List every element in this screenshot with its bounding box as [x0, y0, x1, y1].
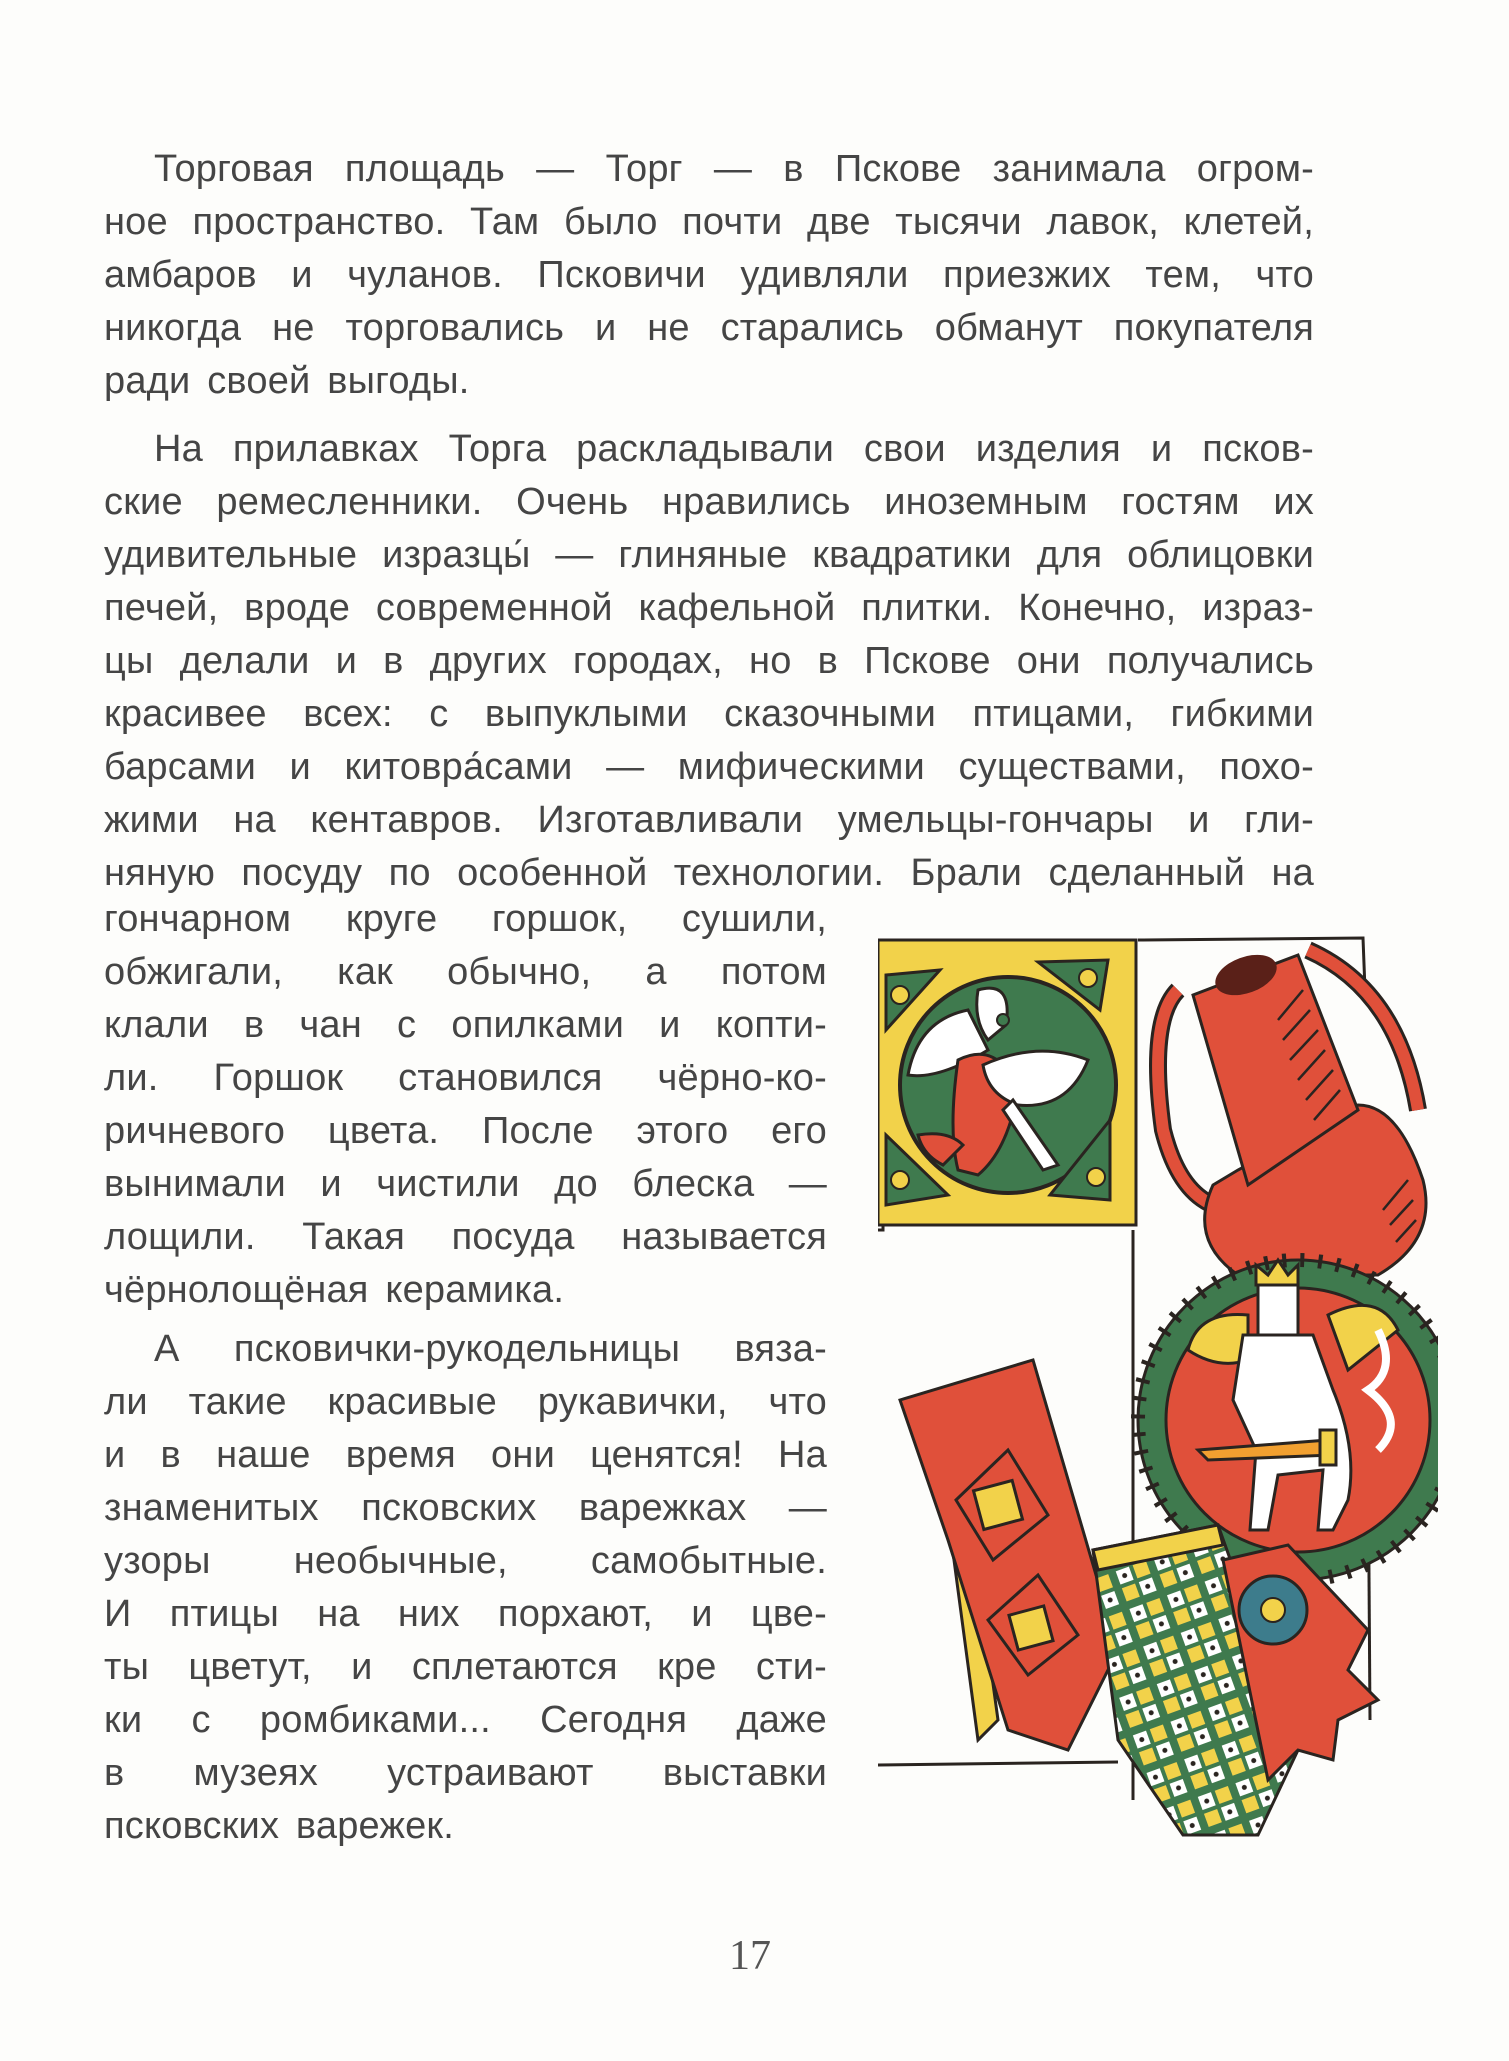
- tile-with-bird: [878, 940, 1136, 1225]
- text-line: гончарном круге горшок, сушили,: [104, 898, 827, 940]
- page-number: 17: [729, 1933, 771, 1979]
- red-jug: [1158, 947, 1426, 1275]
- text-line: клали в чан с опилками и копти-: [104, 1004, 827, 1046]
- text-line: цы делали и в других городах, но в Пскове они получались: [104, 640, 1314, 682]
- text-line: ки с ромбиками... Сегодня даже: [104, 1699, 827, 1741]
- paragraph-craftsmen: [104, 423, 1314, 900]
- illustration-pskov-crafts: [878, 930, 1438, 1850]
- text-line: барсами и китовра́сами — мифическими существами, похо-: [104, 746, 1314, 788]
- text-line: амбаров и чуланов. Псковичи удивляли приезжих тем, что: [104, 254, 1314, 296]
- text-line: вынимали и чистили до блеска —: [104, 1163, 827, 1205]
- text-line: И птицы на них порхают, и цве-: [104, 1593, 827, 1635]
- text-line: ты цветут, и сплетаются кре сти-: [104, 1646, 827, 1688]
- text-line: удивительные изразцы́ — глиняные квадратики для облицовки: [104, 534, 1314, 576]
- text-line: ли такие красивые рукавички, что: [104, 1381, 827, 1423]
- text-line: Торговая площадь — Торг — в Пскове занимала огром-: [154, 148, 1314, 190]
- paragraph-pottery-continued: [104, 893, 827, 1317]
- text-line: А псковички-рукодельницы вяза-: [154, 1328, 827, 1370]
- text-line: никогда не торговались и не старались обманут покупателя: [104, 307, 1314, 349]
- text-line: На прилавках Торга раскладывали свои изделия и псков-: [154, 428, 1314, 470]
- text-line: знаменитых псковских варежках —: [104, 1487, 827, 1529]
- text-line: обжигали, как обычно, а потом: [104, 951, 827, 993]
- text-line: красивее всех: с выпуклыми сказочными птицами, гибкими: [104, 693, 1314, 735]
- text-line: жими на кентавров. Изготавливали умельцы-гончары и гли-: [104, 799, 1314, 841]
- text-line: чёрнолощёная керамика.: [104, 1269, 565, 1311]
- text-line: ное пространство. Там было почти две тысячи лавок, клетей,: [104, 201, 1314, 243]
- text-line: ли. Горшок становился чёрно-ко-: [104, 1057, 827, 1099]
- text-line: ради своей выгоды.: [104, 360, 470, 402]
- text-line: и в наше время они ценятся! На: [104, 1434, 827, 1476]
- text-line: ричневого цвета. После этого его: [104, 1110, 827, 1152]
- red-mitten: [900, 1360, 1118, 1750]
- text-line: няную посуду по особенной технологии. Брали сделанный на: [104, 852, 1314, 894]
- text-line: печей, вроде современной кафельной плитки. Конечно, израз-: [104, 587, 1314, 629]
- text-line: псковских варежек.: [104, 1805, 455, 1847]
- text-line: в музеях устраивают выставки: [104, 1752, 827, 1794]
- text-line: узоры необычные, самобытные.: [104, 1540, 827, 1582]
- paragraph-mittens: [104, 1323, 827, 1853]
- text-line: ские ремесленники. Очень нравились иноземным гостям их: [104, 481, 1314, 523]
- paragraph-trade-square: [104, 143, 1314, 408]
- text-line: лощили. Такая посуда называется: [104, 1216, 827, 1258]
